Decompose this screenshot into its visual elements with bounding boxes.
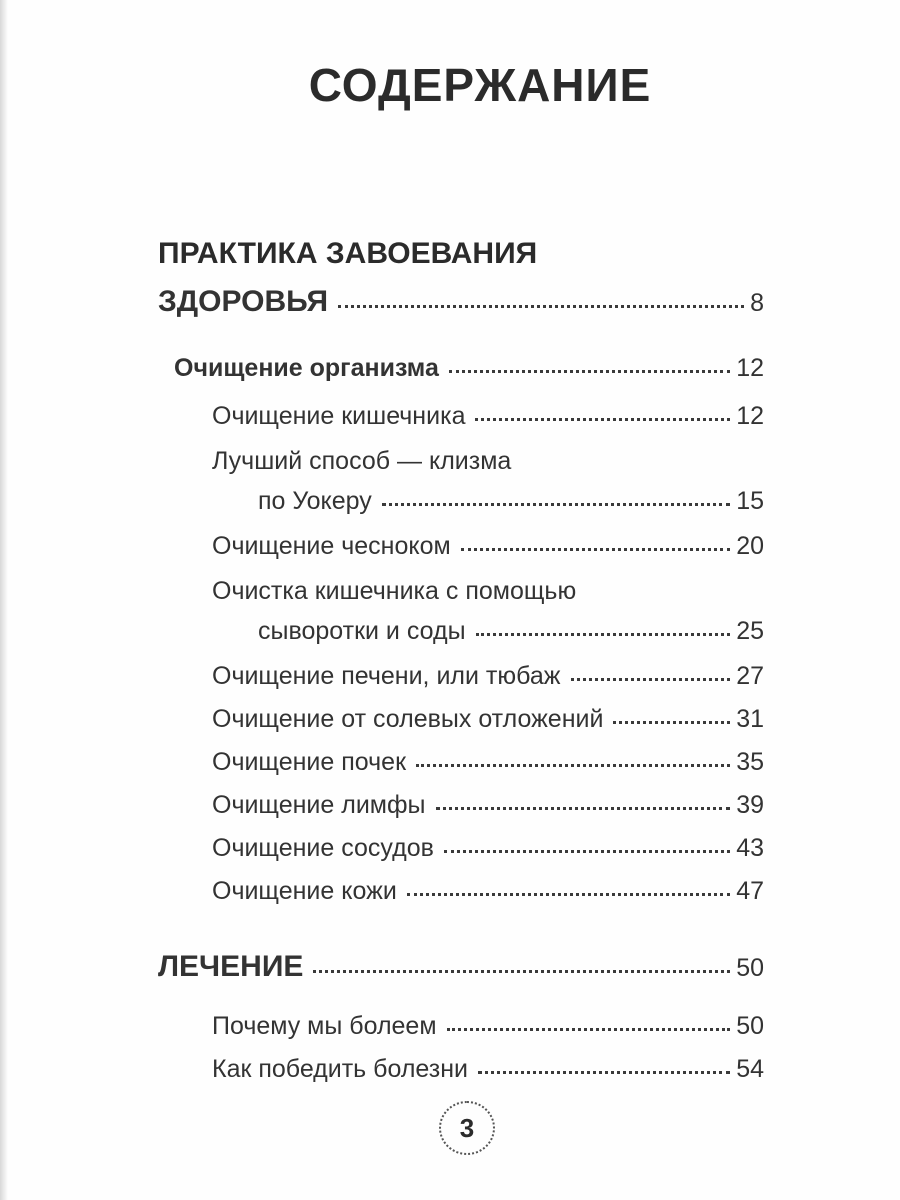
toc-entry-page: 27 (736, 662, 764, 690)
dot-leader (571, 678, 731, 681)
toc-entry-label: ЛЕЧЕНИЕ (158, 950, 304, 983)
toc-entry-section-cleansing[interactable] (174, 348, 764, 388)
dot-leader (416, 764, 730, 767)
toc-entry-label: Очищение от солевых отложений (212, 705, 604, 733)
toc-entry-page: 54 (736, 1055, 764, 1083)
toc-entry-label: Очищение чесноком (212, 532, 451, 560)
toc-entry-page: 47 (736, 877, 764, 905)
dot-leader (476, 633, 731, 636)
toc-entry-part1[interactable] (158, 280, 764, 325)
toc-entry-label-line1[interactable]: Очистка кишечника с помощью (212, 577, 577, 605)
toc-entry-page: 8 (750, 289, 764, 317)
page-title: СОДЕРЖАНИЕ (308, 59, 652, 111)
page-edge (0, 0, 8, 1200)
toc-entry[interactable] (212, 699, 764, 739)
toc-entry-label: Почему мы болеем (212, 1012, 437, 1040)
toc-entry-label: Очищение кишечника (212, 402, 466, 430)
toc-entry[interactable] (212, 828, 764, 868)
toc-entry-label: Очищение кожи (212, 877, 397, 905)
part-title-line1: ПРАКТИКА ЗАВОЕВАНИЯ (158, 237, 538, 270)
dot-leader (475, 418, 730, 421)
dot-leader (478, 1071, 730, 1074)
toc-entry[interactable] (212, 742, 764, 782)
toc-entry[interactable] (258, 481, 764, 521)
dot-leader (313, 970, 730, 973)
toc-entry-page: 15 (736, 487, 764, 515)
toc-entry-page: 50 (736, 1012, 764, 1040)
dot-leader (444, 850, 730, 853)
toc-entry-page: 12 (736, 402, 764, 430)
toc-entry-page: 25 (736, 617, 764, 645)
toc-entry-page: 20 (736, 532, 764, 560)
toc-entry-part2[interactable] (158, 945, 764, 990)
toc-entry[interactable] (212, 396, 764, 436)
toc-entry-page: 35 (736, 748, 764, 776)
dot-leader (613, 721, 730, 724)
toc-entry-label: Очищение сосудов (212, 834, 434, 862)
toc-entry-label: Как победить болезни (212, 1055, 469, 1083)
toc-entry[interactable] (212, 1006, 764, 1046)
toc-entry-label: Очищение лимфы (212, 791, 426, 819)
toc-entry-label: сыворотки и соды (258, 617, 466, 645)
toc-entry-page: 43 (736, 834, 764, 862)
toc-entry-label: Очищение организма (174, 354, 439, 382)
toc-entry[interactable] (212, 526, 764, 566)
toc-entry-label: ЗДОРОВЬЯ (158, 285, 329, 318)
toc-entry-page: 50 (736, 954, 764, 982)
toc-entry-label: по Уокеру (258, 487, 372, 515)
toc-entry-label-line1[interactable]: Лучший способ — клизма (212, 447, 512, 475)
dot-leader (461, 548, 730, 551)
dot-leader (449, 370, 730, 373)
toc-entry-page: 12 (736, 354, 764, 382)
toc-entry[interactable] (212, 1049, 764, 1089)
dot-leader (447, 1028, 731, 1031)
toc-entry[interactable] (258, 611, 764, 651)
toc-entry-page: 31 (736, 705, 764, 733)
page-number: 3 (439, 1101, 495, 1155)
dot-leader (338, 305, 744, 308)
toc-entry-label: Очищение почек (212, 748, 407, 776)
dot-leader (407, 893, 730, 896)
toc-entry[interactable] (212, 785, 764, 825)
toc-entry-page: 39 (736, 791, 764, 819)
dot-leader (382, 503, 730, 506)
toc-entry[interactable] (212, 656, 764, 696)
toc-entry[interactable] (212, 871, 764, 911)
dot-leader (436, 807, 731, 810)
toc-entry-label: Очищение печени, или тюбаж (212, 662, 561, 690)
